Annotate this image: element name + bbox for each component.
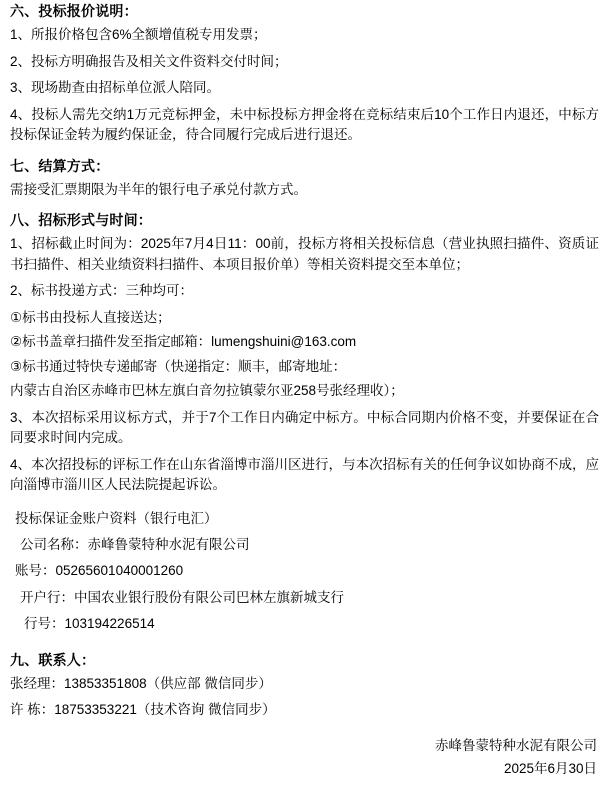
account-bank-code: 行号：103194226514: [24, 615, 155, 631]
section-heading-8: 八、招标形式与时间：: [10, 212, 152, 229]
section-heading-9: 九、联系人：: [10, 652, 96, 669]
account-title: 投标保证金账户资料（银行电汇）: [15, 510, 218, 526]
signature-date: 2025年6月30日: [503, 761, 597, 777]
signature-company: 赤峰鲁蒙特种水泥有限公司: [435, 738, 597, 754]
section-8-delivery-option-3: ③标书通过特快专递邮寄（快递指定：顺丰，邮寄地址：: [10, 358, 347, 374]
section-6-item-2: 2、投标方明确报告及相关文件资料交付时间；: [10, 53, 288, 69]
account-bank: 开户行：中国农业银行股份有限公司巴林左旗新城支行: [20, 589, 344, 605]
section-8-item-3: 3、本次招标采用议标方式，并于7个工作日内确定中标方。中标合同期内价格不变，并要保证在合同要求时间内完成。: [10, 409, 599, 446]
section-8-item-2: 2、标书投递方式：三种均可：: [10, 283, 194, 299]
section-8-mail-address: 内蒙古自治区赤峰市巴林左旗白音勿拉镇蒙尔亚258号张经理收）；: [10, 383, 404, 399]
section-heading-6: 六、投标报价说明：: [10, 3, 138, 19]
section-6-item-4: 4、投标人需先交纳1万元竞标押金，未中标投标方押金将在竞标结束后10个工作日内退还，中标方投标保证金转为履约保证金，待合同履行完成后进行退还。: [10, 106, 599, 143]
spacer: [10, 502, 599, 509]
contact-line-2: 许 栋：18753353221（技术咨询 微信同步）: [10, 702, 276, 718]
section-6-item-1: 1、所报价格包含6%全额增值税专用发票；: [10, 27, 267, 42]
section-6-item-3: 3、现场勘查由招标单位派人陪同。: [10, 80, 221, 96]
contact-line-1: 张经理：13853351808（供应部 微信同步）: [10, 676, 272, 692]
signature-block: [435, 735, 597, 781]
account-company-name: 公司名称：赤峰鲁蒙特种水泥有限公司: [20, 537, 250, 553]
account-number: 账号：05265601040001260: [15, 563, 184, 579]
section-7-item-1: 需接受汇票期限为半年的银行电子承兑付款方式。: [10, 181, 307, 197]
section-heading-7: 七、结算方式：: [10, 157, 110, 174]
spacer: [10, 640, 599, 653]
section-8-item-4: 4、本次招投标的评标工作在山东省淄博市淄川区进行，与本次招标有关的任何争议如协商不成，应向淄博市淄川区人民法院提起诉讼。: [10, 456, 599, 493]
section-8-delivery-option-2: ②标书盖章扫描件发至指定邮箱：lumengshuini@163.com: [10, 334, 357, 350]
section-8-delivery-option-1: ①标书由投标人直接送达；: [10, 309, 171, 325]
section-8-item-1: 1、招标截止时间为：2025年7月4日11：00前，投标方将相关投标信息（营业执照扫描件、资质证书扫描件、相关业绩资料扫描件、本项目报价单）等相关资料提交至本单位；: [10, 236, 599, 272]
